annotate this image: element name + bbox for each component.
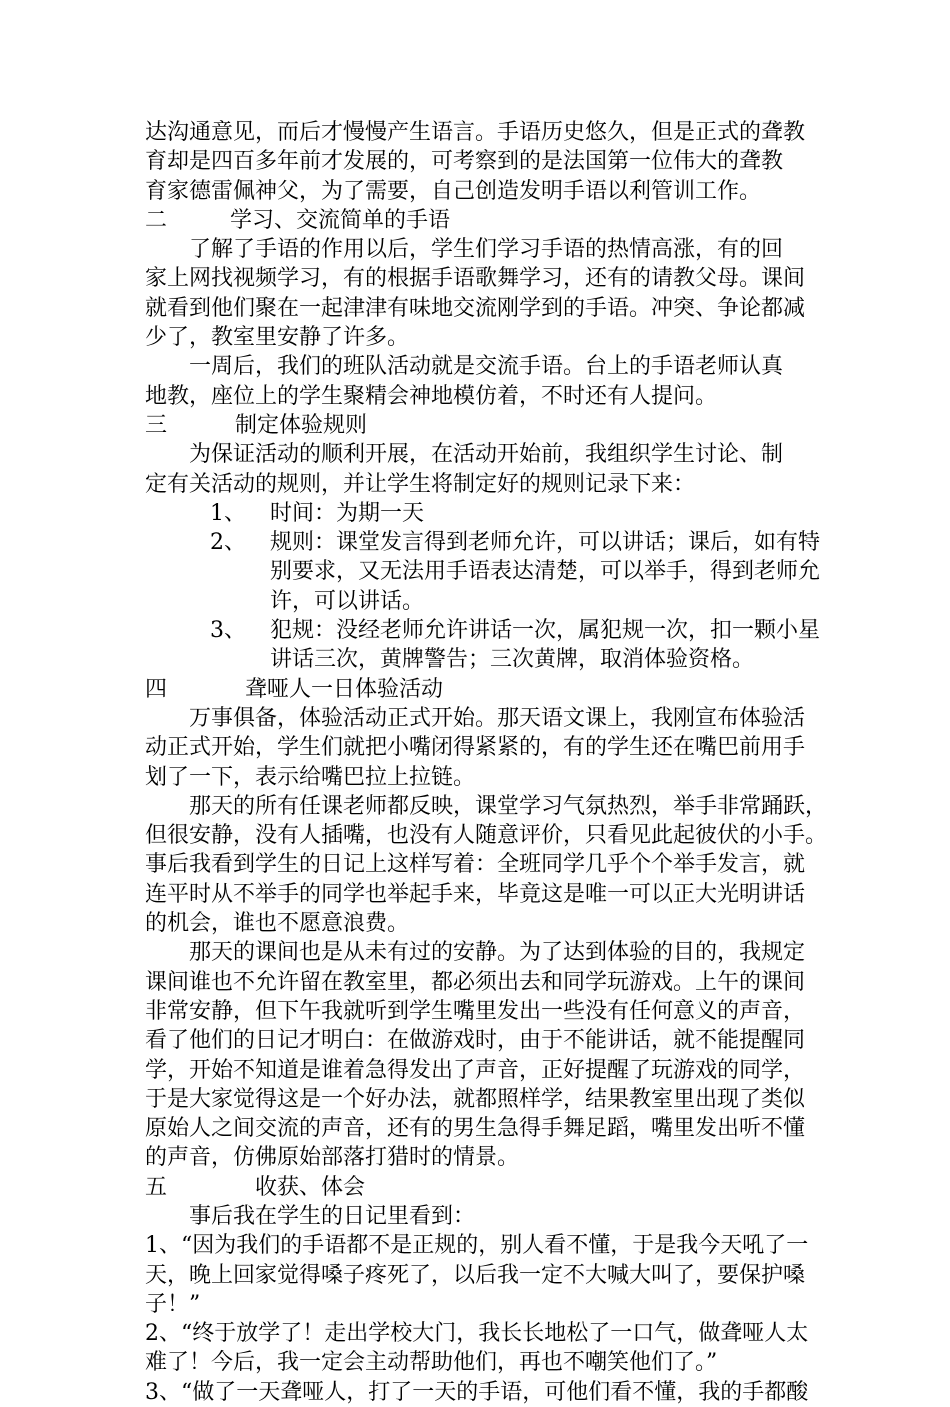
text-line: 那天的课间也是从未有过的安静。为了达到体验的目的，我规定 [145, 940, 806, 966]
text-line: 划了一下，表示给嘴巴拉上拉链。 [145, 764, 476, 790]
rule-text: 许，可以讲话。 [270, 588, 425, 614]
text-line: 事后我在学生的日记里看到： [145, 1203, 476, 1229]
rule-item [145, 528, 825, 616]
section-5-body [145, 1202, 825, 1407]
text-line: 连平时从不举手的同学也举起手来，毕竟这是唯一可以正大光明讲话 [145, 881, 806, 907]
section-number: 二 [145, 207, 168, 233]
rule-item [145, 616, 825, 675]
text-line: 的声音，仿佛原始部落打猎时的情景。 [145, 1145, 520, 1171]
text-line: 天，晚上回家觉得嗓子疼死了，以后我一定不大喊大叫了，要保护嗓 [145, 1262, 806, 1288]
section-title: 制定体验规则 [235, 412, 368, 438]
text-line: 于是大家觉得这是一个好办法，就都照样学，结果教室里出现了类似 [145, 1086, 806, 1112]
intro-paragraph [145, 118, 825, 206]
rule-number: 3、 [210, 618, 246, 644]
section-title: 收获、体会 [255, 1174, 366, 1200]
section-title: 学习、交流简单的手语 [230, 207, 451, 233]
rule-number: 2、 [210, 530, 246, 556]
section-heading-2 [145, 206, 825, 235]
section-3-body [145, 440, 825, 499]
section-number: 三 [145, 412, 168, 438]
text-line: 了解了手语的作用以后，学生们学习手语的热情高涨，有的回 [145, 237, 784, 263]
text-line: 地教，座位上的学生聚精会神地模仿着，不时还有人提问。 [145, 383, 718, 409]
text-line: 事后我看到学生的日记上这样写着：全班同学几乎个个举手发言，就 [145, 852, 806, 878]
section-heading-3 [145, 411, 825, 440]
document-page [145, 118, 828, 1407]
text-line: 非常安静，但下午我就听到学生嘴里发出一些没有任何意义的声音， [145, 998, 806, 1024]
text-line: 原始人之间交流的声音，还有的男生急得手舞足蹈，嘴里发出听不懂 [145, 1116, 806, 1142]
text-line: 2、“终于放学了！走出学校大门，我长长地松了一口气，做聋哑人太 [145, 1321, 809, 1347]
text-line: 少了，教室里安静了许多。 [145, 325, 410, 351]
text-line: 为保证活动的顺利开展，在活动开始前，我组织学生讨论、制 [145, 442, 784, 468]
text-line: 动正式开始，学生们就把小嘴闭得紧紧的，有的学生还在嘴巴前用手 [145, 735, 806, 761]
text-line: 1、“因为我们的手语都不是正规的，别人看不懂，于是我今天吼了一 [145, 1233, 809, 1259]
rule-text: 别要求，又无法用手语表达清楚，可以举手，得到老师允 [270, 559, 821, 585]
text-line: 一周后，我们的班队活动就是交流手语。台上的手语老师认真 [145, 354, 784, 380]
section-2-body [145, 235, 825, 411]
section-heading-4 [145, 675, 825, 704]
text-line: 育家德雷佩神父，为了需要，自己创造发明手语以利管训工作。 [145, 178, 762, 204]
rule-item [145, 499, 825, 528]
text-line: 难了！今后，我一定会主动帮助他们，再也不嘲笑他们了。” [145, 1350, 718, 1376]
section-heading-5 [145, 1173, 825, 1202]
text-line: 学，开始不知道是谁着急得发出了声音，正好提醒了玩游戏的同学， [145, 1057, 806, 1083]
section-title: 聋哑人一日体验活动 [245, 676, 444, 702]
rule-text: 犯规：没经老师允许讲话一次，属犯规一次，扣一颗小星 [270, 618, 821, 644]
text-line: 育却是四百多年前才发展的，可考察到的是法国第一位伟大的聋教 [145, 149, 784, 175]
rule-text: 时间：为期一天 [270, 500, 425, 526]
section-number: 四 [145, 676, 168, 702]
text-line: 万事俱备，体验活动正式开始。那天语文课上，我刚宣布体验活 [145, 705, 806, 731]
text-line: 的机会，谁也不愿意浪费。 [145, 911, 410, 937]
rule-number: 1、 [210, 500, 246, 526]
text-line: 那天的所有任课老师都反映，课堂学习气氛热烈，举手非常踊跃， [145, 793, 828, 819]
text-line: 课间谁也不允许留在教室里，都必须出去和同学玩游戏。上午的课间 [145, 969, 806, 995]
text-line: 看了他们的日记才明白：在做游戏时，由于不能讲话，就不能提醒同 [145, 1028, 806, 1054]
section-number: 五 [145, 1174, 168, 1200]
section-4-body [145, 704, 828, 1173]
rule-text: 规则：课堂发言得到老师允许，可以讲话；课后，如有特 [270, 530, 821, 556]
rule-text: 讲话三次，黄牌警告；三次黄牌，取消体验资格。 [270, 647, 755, 673]
text-line: 家上网找视频学习，有的根据手语歌舞学习，还有的请教父母。课间 [145, 266, 806, 292]
text-line: 但很安静，没有人插嘴，也没有人随意评价，只看见此起彼伏的小手。 [145, 823, 828, 849]
text-line: 3、“做了一天聋哑人，打了一天的手语，可他们看不懂，我的手都酸 [145, 1379, 809, 1405]
text-line: 子！” [145, 1291, 201, 1317]
text-line: 就看到他们聚在一起津津有味地交流刚学到的手语。冲突、争论都减 [145, 295, 806, 321]
text-line: 定有关活动的规则，并让学生将制定好的规则记录下来： [145, 471, 696, 497]
text-line: 达沟通意见，而后才慢慢产生语言。手语历史悠久，但是正式的聋教 [145, 120, 806, 145]
